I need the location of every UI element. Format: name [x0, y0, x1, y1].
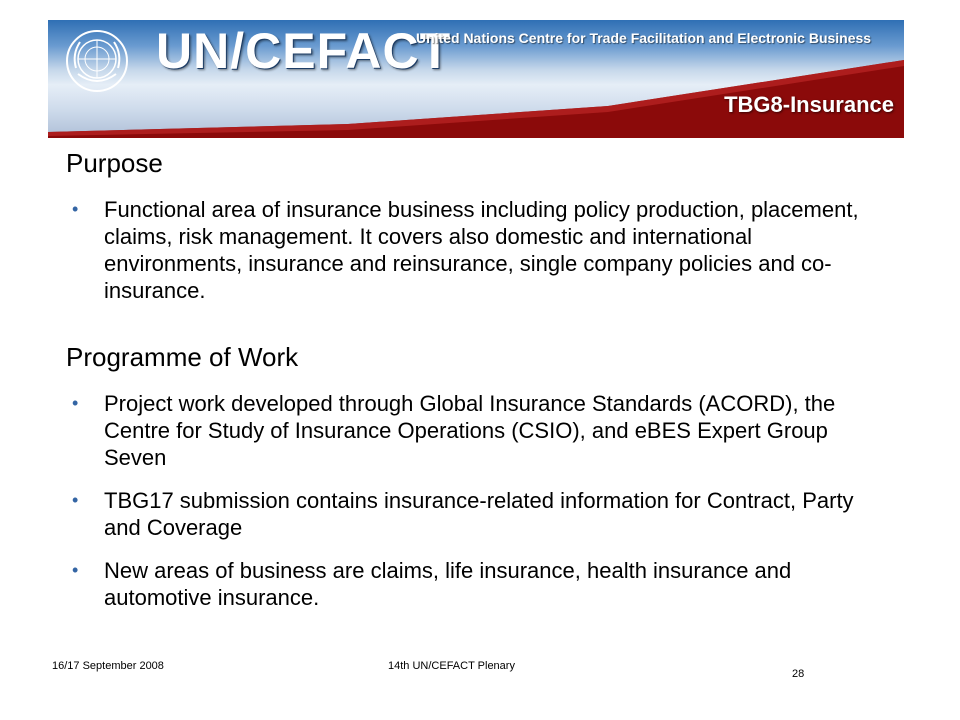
bullet-item [66, 196, 896, 304]
bullet-text: New areas of business are claims, life insurance, health insurance and automotive insurance. [104, 558, 792, 610]
bullet-text: Functional area of insurance business including policy production, placement, claims, risk management. It covers also domestic and international environments, insurance and reinsurance, single company policies and co-insurance. [104, 197, 859, 303]
brand-subtitle: United Nations Centre for Trade Facilitation and Electronic Business [416, 30, 872, 46]
purpose-bullet-list [66, 196, 896, 320]
bullet-icon: • [72, 199, 79, 219]
bullet-item [66, 557, 896, 611]
bullet-item [66, 487, 896, 541]
group-name: TBG8-Insurance [724, 92, 894, 117]
bullet-icon: • [72, 490, 79, 510]
programme-bullet-list [66, 390, 896, 627]
footer-date: 16/17 September 2008 [52, 660, 164, 672]
section-heading-programme: Programme of Work [66, 342, 299, 372]
bullet-icon: • [72, 560, 79, 580]
bullet-text: TBG17 submission contains insurance-related information for Contract, Party and Coverage [104, 488, 854, 540]
brand-title: UN/CEFACT [156, 23, 452, 79]
page-number: 28 [792, 668, 805, 680]
bullet-item [66, 390, 896, 471]
bullet-text: Project work developed through Global Insurance Standards (ACORD), the Centre for Study of Insurance Operations (CSIO), and eBES Expert Group Seven [104, 391, 836, 470]
footer-event: 14th UN/CEFACT Plenary [388, 660, 515, 672]
section-heading-purpose: Purpose [66, 148, 163, 178]
un-emblem-icon [64, 28, 130, 94]
bullet-icon: • [72, 393, 79, 413]
header-banner [48, 20, 904, 138]
